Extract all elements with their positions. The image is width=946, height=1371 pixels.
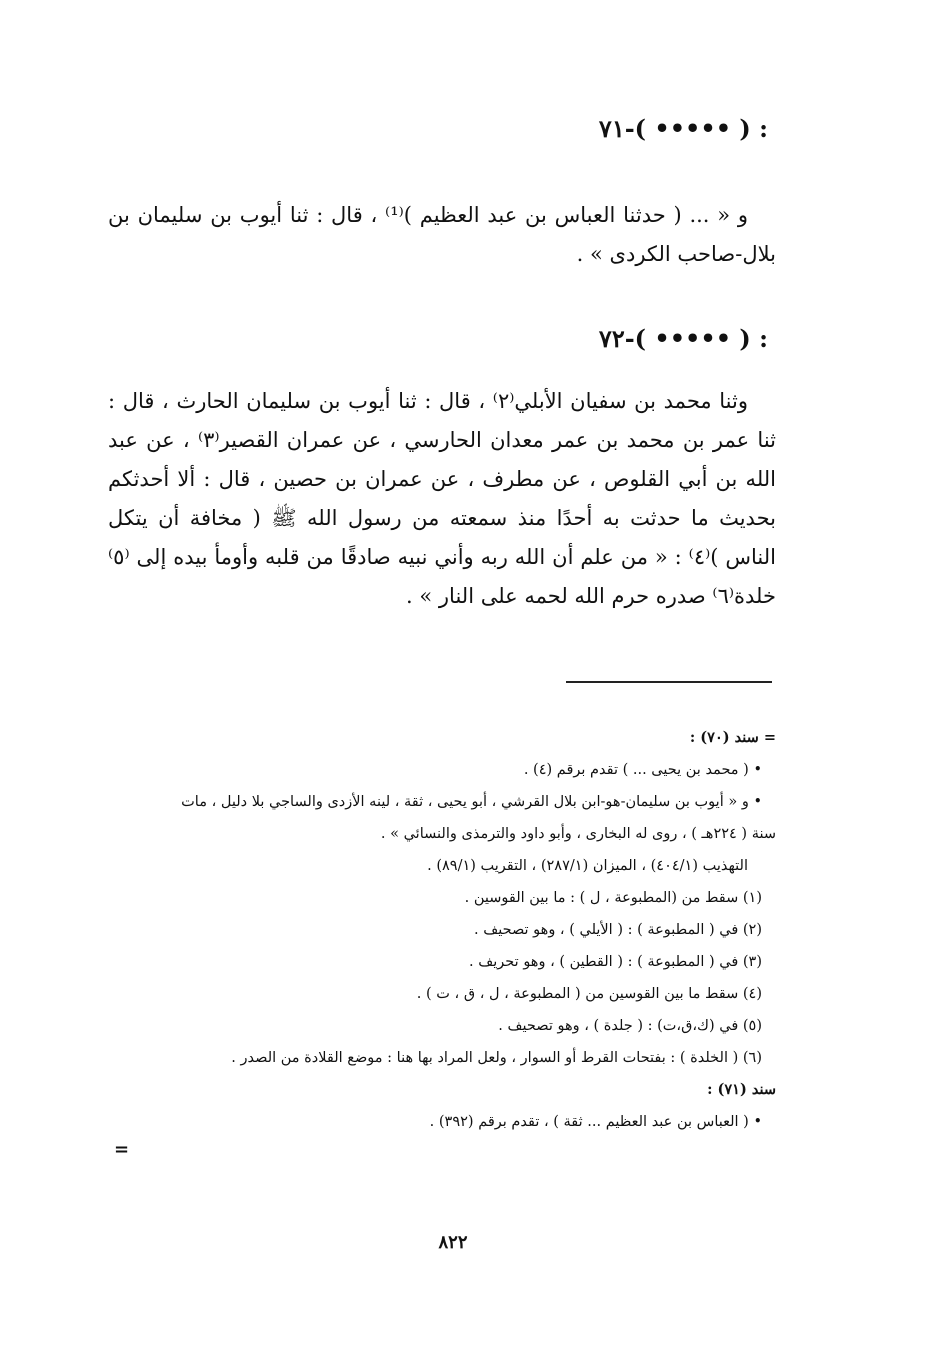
entry-71-text bbox=[108, 196, 776, 274]
footnote-line: = سند (٧٠) : bbox=[689, 729, 776, 746]
footnote-line: (١) سقط من (المطبوعة ، ل ) : ما بين القوسين . bbox=[464, 890, 762, 906]
footnote-line: (٣) في ( المطبوعة ) : ( القطين ) ، وهو تحريف . bbox=[469, 954, 762, 970]
footnote-line: • و « أيوب بن سليمان-هو-ابن بلال القرشي ، أبو يحيى ، ثقة ، لينه الأزدى والساجي بلا دليل ، مات bbox=[181, 794, 762, 810]
footnote-line: (٢) في ( المطبوعة ) : ( الأيلي ) ، وهو تصحيف . bbox=[474, 922, 762, 938]
footnote-line: (٥) في (ك،ق،ت) : ( جلدة ) ، وهو تصحيف . bbox=[498, 1018, 762, 1034]
entry-71-heading: ٧١-( ••••• ) : bbox=[598, 114, 768, 143]
footnote-line: التهذيب (٤٠٤/١) ، الميزان (٢٨٧/١) ، التقريب (٨٩/١) . bbox=[427, 858, 748, 874]
footnote-line: (٦) ( الخلدة ) : بفتحات القرط أو السوار ، ولعل المراد بها هنا : موضع القلادة من الصدر . bbox=[231, 1050, 762, 1066]
continuation-mark: = bbox=[114, 1139, 130, 1160]
entry-72-text bbox=[108, 382, 776, 616]
footnotes bbox=[108, 722, 776, 1138]
footnote-line: سنة ( ٢٢٤هـ ) ، روى له البخارى ، وأبو داود والترمذى والنسائي » . bbox=[380, 826, 776, 842]
entry-72-paragraph: وثنا محمد بن سفيان الأبلي⁽٢⁾ ، قال : ثنا أيوب بن سليمان الحارث ، قال : ثنا عمر بن محمد بن عمر معدان الحارسي ، عن عمران القصير⁽٣⁾ ، عن عبد الله بن أبي القلوص ، عن مطرف ، عن عمران بن حصين ، قال : ألا أحدثكم بحديث ما حدثت به أحدًا منذ سمعته من رسول الله ﷺ ( مخافة أن يتكل الناس )⁽٤⁾ : « من علم أن الله ربه وأني نبيه صادقًا من قلبه وأومأ بيده إلى ⁽٥⁾خلدة⁽٦⁾ صدره حرم الله لحمه على النار » . bbox=[108, 389, 776, 608]
footnote-separator bbox=[566, 681, 772, 683]
footnote-line: (٤) سقط ما بين القوسين من ( المطبوعة ، ل ، ق ، ت ) . bbox=[416, 986, 762, 1002]
footnote-line: • ( العباس بن عبد العظيم ... ثقة ) ، تقدم برقم (٣٩٢) . bbox=[429, 1114, 762, 1130]
footnote-line: سند (٧١) : bbox=[707, 1081, 776, 1098]
entry-72-heading: ٧٢-( ••••• ) : bbox=[598, 324, 768, 353]
footnote-line: • ( محمد بن يحيى ... ) تقدم برقم (٤) . bbox=[523, 762, 762, 778]
page-number: ٨٢٢ bbox=[438, 1232, 468, 1253]
entry-71-paragraph: و « ... ( حدثنا العباس بن عبد العظيم )⁽¹⁾ ، قال : ثنا أيوب بن سليمان بن بلال-صاحب الكردى » . bbox=[108, 203, 776, 266]
